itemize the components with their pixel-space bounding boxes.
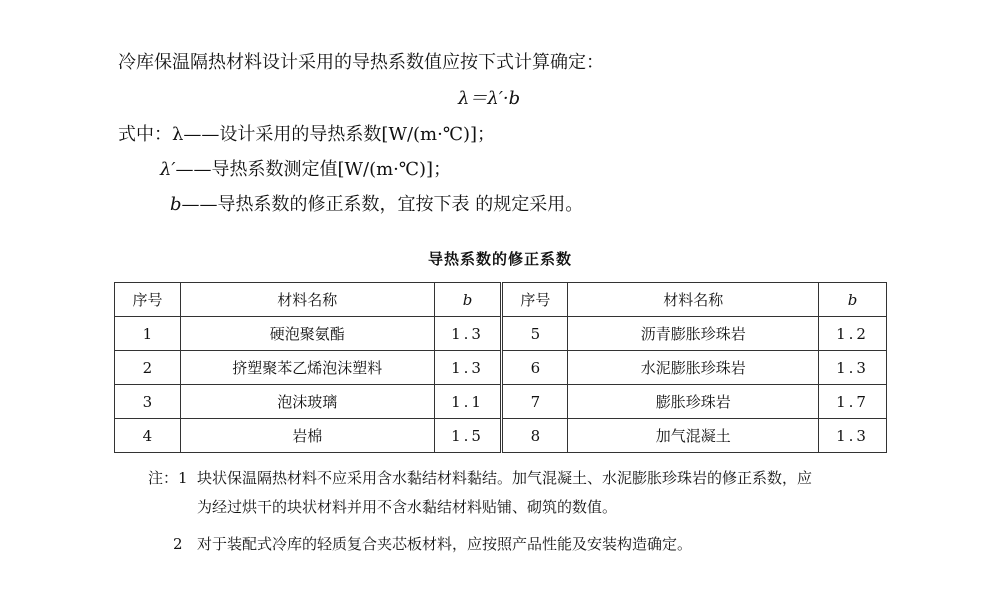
definition-b-symbol: b (170, 194, 182, 215)
header-index: 序号 (502, 283, 568, 317)
definition-b (170, 193, 583, 217)
header-index: 序号 (115, 283, 181, 317)
cell-b: 1.3 (819, 419, 887, 453)
note-2-number: 2 (173, 535, 183, 553)
header-material: 材料名称 (568, 283, 819, 317)
table-row (115, 385, 887, 419)
cell-index: 2 (115, 351, 181, 385)
cell-b: 1.5 (434, 419, 502, 453)
cell-b: 1.3 (819, 351, 887, 385)
cell-b: 1.3 (434, 317, 502, 351)
cell-material: 挤塑聚苯乙烯泡沫塑料 (180, 351, 434, 385)
formula: λ＝λ′·b (458, 88, 521, 109)
cell-material: 水泥膨胀珍珠岩 (568, 351, 819, 385)
table-row (115, 317, 887, 351)
note-1-line-1 (148, 467, 812, 489)
cell-material: 加气混凝土 (568, 419, 819, 453)
correction-table (114, 282, 887, 453)
cell-index: 6 (502, 351, 568, 385)
table-row (115, 419, 887, 453)
cell-index: 3 (115, 385, 181, 419)
definition-lambda-prime-symbol: λ′ (160, 159, 176, 180)
definition-b-text: ——导热系数的修正系数，宜按下表 的规定采用。 (181, 194, 584, 215)
header-material: 材料名称 (180, 283, 434, 317)
table-row (115, 351, 887, 385)
cell-material: 岩棉 (180, 419, 434, 453)
note-1-text-1: 块状保温隔热材料不应采用含水黏结材料黏结。加气混凝土、水泥膨胀珍珠岩的修正系数，应 (197, 469, 813, 487)
cell-index: 8 (502, 419, 568, 453)
cell-b: 1.3 (434, 351, 502, 385)
definition-lambda-text: ——设计采用的导热系数[W/(m·℃)]； (183, 124, 496, 145)
cell-index: 7 (502, 385, 568, 419)
table-title: 导热系数的修正系数 (427, 250, 572, 268)
table-header-row (115, 283, 887, 317)
definition-lambda-prime (160, 158, 451, 182)
cell-index: 1 (115, 317, 181, 351)
definition-lambda-prime-text: ——导热系数测定值[W/(m·℃)]； (175, 159, 452, 180)
cell-index: 4 (115, 419, 181, 453)
header-b: b (819, 283, 887, 317)
note-2-text: 对于装配式冷库的轻质复合夹芯板材料，应按照产品性能及安装构造确定。 (197, 535, 693, 553)
cell-b: 1.1 (434, 385, 502, 419)
cell-material: 沥青膨胀珍珠岩 (568, 317, 819, 351)
definition-lambda-symbol: 式中：λ (118, 124, 184, 145)
cell-b: 1.2 (819, 317, 887, 351)
note-label: 注：1 (148, 469, 188, 487)
cell-material: 泡沫玻璃 (180, 385, 434, 419)
definition-lambda (118, 123, 495, 147)
intro-paragraph: 冷库保温隔热材料设计采用的导热系数值应按下式计算确定： (118, 52, 604, 73)
header-b: b (434, 283, 502, 317)
note-2 (173, 533, 692, 555)
cell-index: 5 (502, 317, 568, 351)
cell-material: 膨胀珍珠岩 (568, 385, 819, 419)
cell-material: 硬泡聚氨酯 (180, 317, 434, 351)
cell-b: 1.7 (819, 385, 887, 419)
note-1-line-2: 为经过烘干的块状材料并用不含水黏结材料贴铺、砌筑的数值。 (197, 498, 618, 516)
